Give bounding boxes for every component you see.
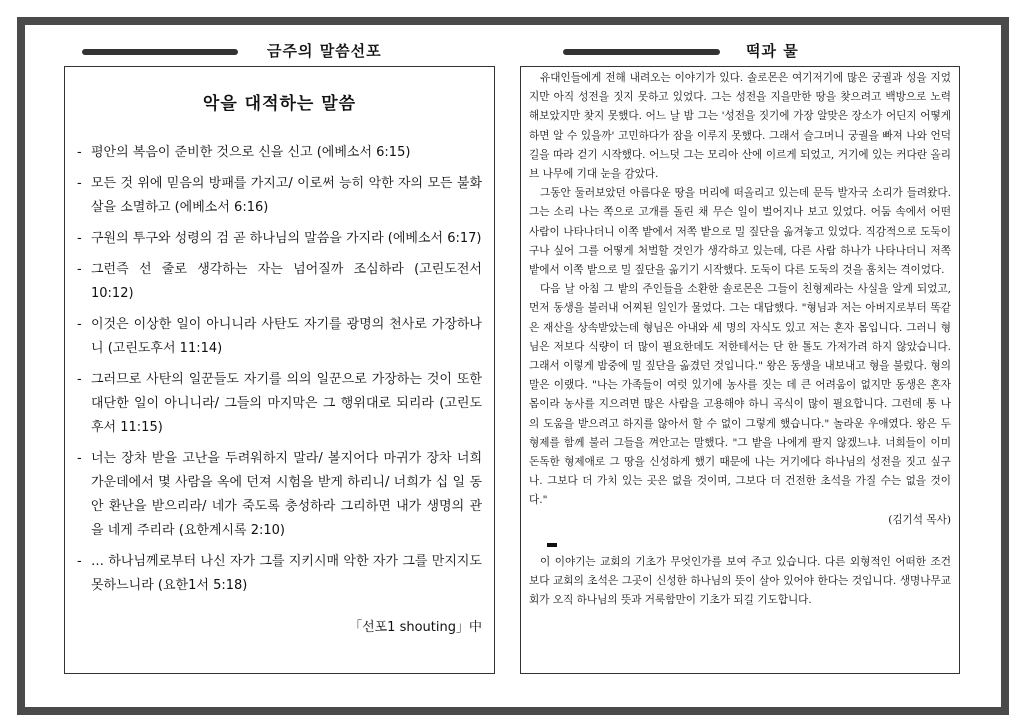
closing-paragraph: 이 이야기는 교회의 기초가 무엇인가를 보여 주고 있습니다. 다른 외형적인 어떠한 조건 보다 교회의 초석은 그곳이 신성한 하나님의 뜻이 살아 있어야 한다는 것입니다. 생명나무교회가 오직 하나님의 뜻과 거룩함만이 기초가 되길 기도합니다. [529,555,951,607]
header-bar [82,49,238,55]
story-paragraph: 유대인들에게 전해 내려오는 이야기가 있다. 솔로몬은 여기저기에 많은 궁궐과 성을 지었지만 아직 성전을 짓지 못하고 있었다. 그는 성전을 지을만한 땅을 찾으려고 백방으로 노력해보았지만 찾지 못했다. 어느 날 밤 그는 '성전을 짓기에 가장 알맞은 장소가 어딘지 어떻게 하면 알 수 있을까' 고민하다가 잠을 이루지 못했다. 그래서 슬그머니 궁궐을 빠져 나와 언덕길을 따라 걷기 시작했다. 어느덧 그는 모리아 산에 이르게 되었고, 거기에 있는 커다란 올리브 나무에 기대 눈을 감았다. [529,72,951,181]
story-paragraph: 그동안 둘러보았던 아름다운 땅을 머리에 떠올리고 있는데 문득 발자국 소리가 들려왔다. 그는 소리 나는 쪽으로 고개를 돌린 채 무슨 일이 벌어지나 보고 있었다. 어둠 속에서 어떤 사람이 나타나더니 이쪽 밭에서 저쪽 밭으로 밀 짚단을 옮겨놓고 있었다. 직감적으로 도둑이구나 싶어 그를 어떻게 처벌할 것인가 생각하고 있는데, 다른 사람 하나가 나타나더니 저쪽 밭에서 이쪽 밭으로 밀 짚단을 옮기기 시작했다. 도둑이 다른 도둑의 것을 훔치는 격이었다. [529,187,951,277]
sermon-verses-box [64,66,495,674]
verse-item: - … 하나님께로부터 나신 자가 그를 지키시매 악한 자가 그를 만지지도 못하느니라 (요한1서 5:18) [77,554,482,593]
header-bar [563,49,720,55]
verse-item: - 모든 것 위에 믿음의 방패를 가지고/ 이로써 능히 악한 자의 모든 불화살을 소멸하고 (에베소서 6:16) [77,176,482,215]
verse-item: - 평안의 복음이 준비한 것으로 신을 신고 (에베소서 6:15) [77,145,411,160]
right-column-title: 떡과 물 [746,42,799,60]
verse-item: - 그러므로 사탄의 일꾼들도 자기를 의의 일꾼으로 가장하는 것이 또한 대단한 일이 아니니라/ 그들의 마지막은 그 행위대로 되리라 (고린도후서 11:15) [77,372,482,435]
sermon-title: 악을 대적하는 말씀 [202,94,357,114]
left-column-header [82,40,402,60]
story-paragraph: 다음 날 아침 그 밭의 주인들을 소환한 솔로몬은 그들이 친형제라는 사실을 알게 되었고, 먼저 동생을 불러내 어찌된 일인가 물었다. 그는 대답했다. "형님과 저는 아버지로부터 똑같은 재산을 상속받았는데 형님은 아내와 세 명의 자식도 있고 저는 혼자 몸입니다. 그러니 형님은 저보다 식량이 더 많이 필요한데도 저한테서는 단 한 톨도 가져가려 하지 않았습니다. 그래서 이렇게 밤중에 밀 짚단을 옮겼던 것입니다." 왕은 동생을 내보내고 형을 불렀다. 형의 말은 이랬다. "나는 가족들이 여럿 있기에 농사를 짓는 데 큰 어려움이 없지만 동생은 혼자 몸이라 농사를 지으려면 많은 사람을 고용해야 하니 곡식이 많이 필요합니다. 그런데 통 나의 도움을 받으려고 하지를 않아서 할 수 없이 그렇게 했습니다." 놀라운 우애였다. 왕은 두 형제를 함께 불러 그들을 껴안고는 말했다. "그 밭을 나에게 팔지 않겠느냐. 너희들이 이미 돈독한 형제애로 그 땅을 신성하게 했기 때문에 나는 거기에다 하나님의 성전을 짓고 싶구나. 그보다 더 가치 있는 곳은 없을 것이며, 그보다 더 건전한 초석을 가질 수는 없을 것이다." [529,283,951,507]
right-column-header [563,40,863,60]
verse-item: - 이것은 이상한 일이 아니니라 사탄도 자기를 광명의 천사로 가장하나니 (고린도후서 11:14) [77,317,482,356]
verse-item: - 너는 장차 받을 고난을 두려워하지 말라/ 볼지어다 마귀가 장차 너희 가운데에서 몇 사람을 옥에 던져 시험을 받게 하리니/ 너희가 십 일 동안 환난을 받으리라/ 네가 죽도록 충성하라 그리하면 내가 생명의 관을 네게 주리라 (요한계시록 2:10) [77,451,482,538]
left-column-title: 금주의 말씀선포 [267,42,382,60]
story-author: (김기석 목사) [888,513,951,526]
source-citation: 「선포1 shouting」中 [349,620,482,635]
story-box [520,66,960,674]
verse-item: - 구원의 투구와 성령의 검 곧 하나님의 말씀을 가지라 (에베소서 6:17) [77,231,482,246]
verse-item: - 그런즉 선 줄로 생각하는 자는 넘어질까 조심하라 (고린도전서 10:12) [77,262,482,301]
section-marker [547,543,557,547]
